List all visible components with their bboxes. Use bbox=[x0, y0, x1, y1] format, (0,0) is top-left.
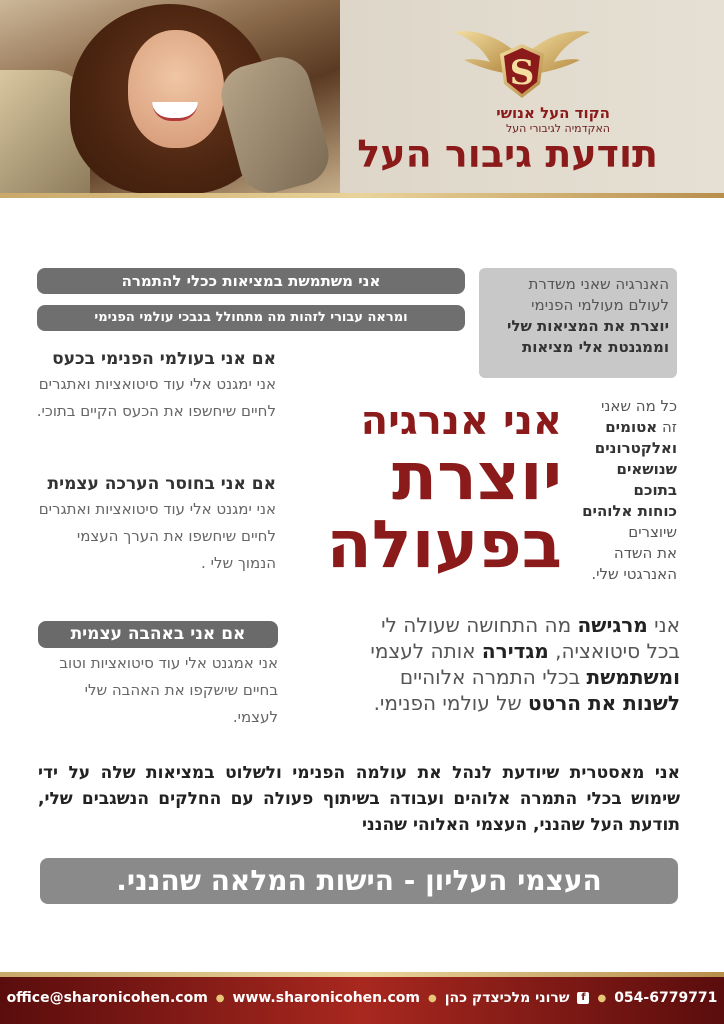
side-line: זה bbox=[662, 418, 677, 436]
facebook-icon[interactable]: f bbox=[577, 992, 589, 1004]
bullet-icon: ● bbox=[597, 992, 607, 1004]
mid-text: של עולמי הפנימי. bbox=[373, 691, 522, 715]
big-line-creating: יוצרת bbox=[392, 438, 562, 515]
side-bold: אטומים bbox=[605, 418, 658, 436]
pill-reality-transform: אני משתמשת במציאות ככלי להתמרה bbox=[37, 268, 465, 294]
side-line: האנרגטי שלי. bbox=[591, 565, 677, 583]
mid-text: אותה לעצמי bbox=[370, 639, 476, 663]
selfworth-block bbox=[36, 474, 276, 577]
side-bold: בתוכם bbox=[633, 481, 677, 499]
anger-heading: אם אני בעולמי הפנימי בכעס bbox=[52, 349, 276, 369]
side-atoms-text bbox=[575, 396, 677, 585]
big-line-energy: אני אנרגיה bbox=[360, 398, 562, 444]
anger-text: אני ימגנט אלי עוד סיטואציות ואתגרים לחיים שיחשפו את הכעס הקיים בתוכי. bbox=[36, 375, 276, 420]
brand-name: הקוד העל אנושי bbox=[496, 104, 610, 122]
selfworth-text: אני ימגנט אלי עוד סיטואציות ואתגרים לחיים שיחשפו את הערך העצמי הנמוך שלי . bbox=[38, 500, 276, 572]
photo-face bbox=[128, 30, 224, 148]
mid-bold: מרגישה bbox=[577, 613, 648, 637]
pill-self-love: אם אני באהבה עצמית bbox=[38, 621, 278, 648]
logo-letter: S bbox=[509, 53, 535, 93]
side-line: את השדה bbox=[613, 544, 677, 562]
energy-line-3: יוצרת את המציאות שלי bbox=[506, 317, 669, 335]
mid-text: מה התחושה שעולה לי bbox=[381, 613, 572, 637]
mid-text: בכל סיטואציה, bbox=[555, 639, 680, 663]
side-line: שיוצרים bbox=[628, 523, 677, 541]
master-paragraph: אני מאסטרית שיודעת לנהל את עולמה הפנימי ולשלוט במציאות שלה על ידי שימוש בכלי התמרה אלוהים ועבודה בשיתוף פעולה עם החלקים הנשגבים שלי, תודעת העל שהנני, העצמי האלוהי שהנני bbox=[38, 763, 680, 835]
mid-bold: מגדירה bbox=[481, 639, 549, 663]
footer-bar bbox=[0, 977, 724, 1024]
energy-line-1: האנרגיה שאני משדרת bbox=[528, 275, 669, 293]
footer-phone[interactable]: 054-6779771 bbox=[614, 990, 718, 1006]
side-bold: שנושאים bbox=[616, 460, 677, 478]
page-title: תודעת גיבור העל bbox=[357, 132, 658, 176]
mid-bold: ומשתמשת bbox=[586, 665, 680, 689]
side-bold: כוחות אלוהים bbox=[582, 502, 677, 520]
brand-tagline: האקדמיה לגיבורי העל bbox=[505, 122, 610, 135]
hero-photo bbox=[0, 0, 340, 196]
energy-line-2: לעולם מעולמי הפנימי bbox=[531, 296, 669, 314]
selfworth-heading: אם אני בחוסר הערכה עצמית bbox=[47, 474, 276, 494]
footer-email[interactable]: office@sharonicohen.com bbox=[6, 990, 208, 1006]
header-banner bbox=[0, 0, 724, 196]
bullet-icon: ● bbox=[427, 992, 437, 1004]
mid-text: בכלי התמרה אלוהיים bbox=[399, 665, 581, 689]
header-gold-stripe bbox=[0, 193, 724, 198]
energy-line-4: וממגנטת אלי מציאות bbox=[521, 338, 669, 356]
higher-self-banner: העצמי העליון - הישות המלאה שהנני. bbox=[40, 858, 678, 904]
footer-website[interactable]: www.sharonicohen.com bbox=[232, 990, 420, 1006]
energy-box bbox=[479, 268, 677, 378]
selflove-text: אני אמגנט אלי עוד סיטואציות וטוב בחיים שישקפו את האהבה שלי לעצמי. bbox=[59, 654, 278, 726]
bullet-icon: ● bbox=[215, 992, 225, 1004]
mid-text: אני bbox=[654, 613, 680, 637]
footer-name: שרוני מלכיצדק כהן bbox=[444, 990, 570, 1006]
anger-block bbox=[36, 349, 276, 425]
side-line: כל מה שאני bbox=[601, 397, 677, 415]
winged-s-logo-icon bbox=[452, 18, 592, 102]
pill-inner-world-mirror: ומראה עבורי לזהות מה מתחולל בנבכי עולמי הפנימי bbox=[37, 305, 465, 331]
big-line-in-action: בפעולה bbox=[326, 506, 562, 583]
mid-bold: לשנות את הרטט bbox=[528, 691, 680, 715]
feel-define-paragraph bbox=[296, 612, 680, 716]
side-bold: ואלקטרונים bbox=[594, 439, 677, 457]
